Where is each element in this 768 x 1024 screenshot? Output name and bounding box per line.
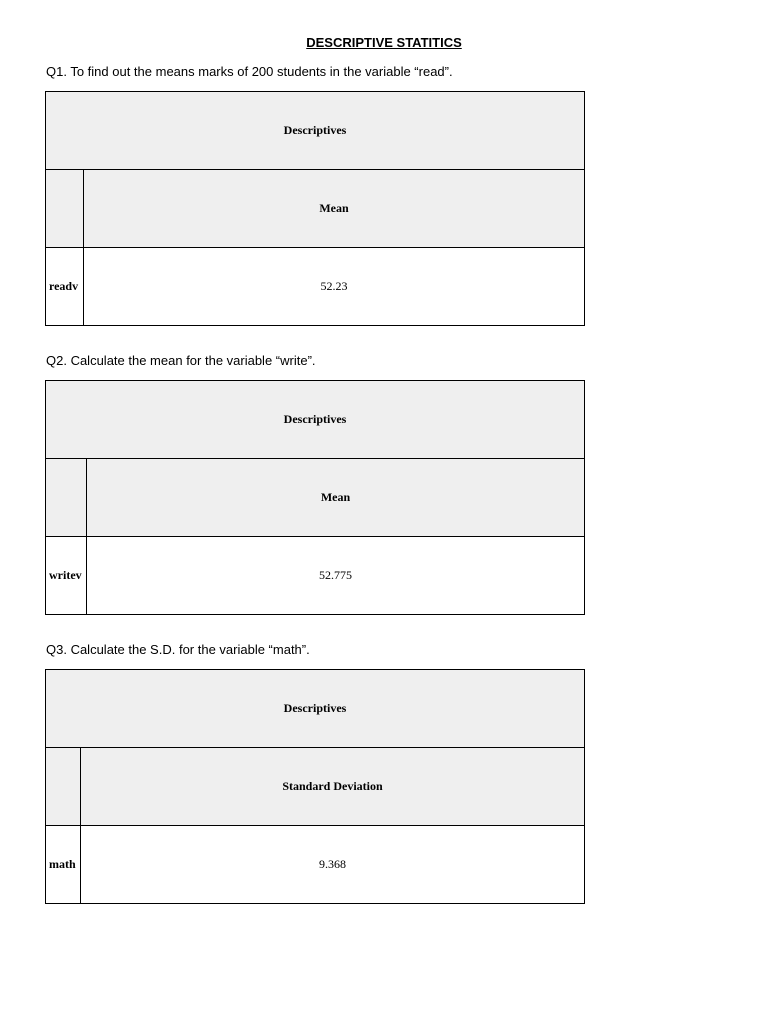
table-1-row-label: readv bbox=[46, 248, 84, 326]
document-title: DESCRIPTIVE STATITICS bbox=[306, 35, 462, 50]
question-3-text: Q3. Calculate the S.D. for the variable “math”. bbox=[46, 642, 310, 657]
table-2-value: 52.775 bbox=[87, 537, 585, 615]
question-2-text: Q2. Calculate the mean for the variable “write”. bbox=[46, 353, 316, 368]
table-3-value: 9.368 bbox=[81, 826, 585, 904]
table-1-column-header: Mean bbox=[84, 170, 585, 248]
table-1-title: Descriptives bbox=[46, 92, 585, 170]
table-2-column-header: Mean bbox=[87, 459, 585, 537]
descriptives-table-2 bbox=[45, 380, 585, 615]
descriptives-table-3 bbox=[45, 669, 585, 904]
table-2-title: Descriptives bbox=[46, 381, 585, 459]
table-2-row-label: writev bbox=[46, 537, 87, 615]
table-3-column-header: Standard Deviation bbox=[81, 748, 585, 826]
table-2-corner-cell bbox=[46, 459, 87, 537]
table-1-corner-cell bbox=[46, 170, 84, 248]
table-3-corner-cell bbox=[46, 748, 81, 826]
table-3-row-label: math bbox=[46, 826, 81, 904]
question-1-text: Q1. To find out the means marks of 200 students in the variable “read”. bbox=[46, 64, 453, 79]
table-1-value: 52.23 bbox=[84, 248, 585, 326]
descriptives-table-1 bbox=[45, 91, 585, 326]
table-3-title: Descriptives bbox=[46, 670, 585, 748]
